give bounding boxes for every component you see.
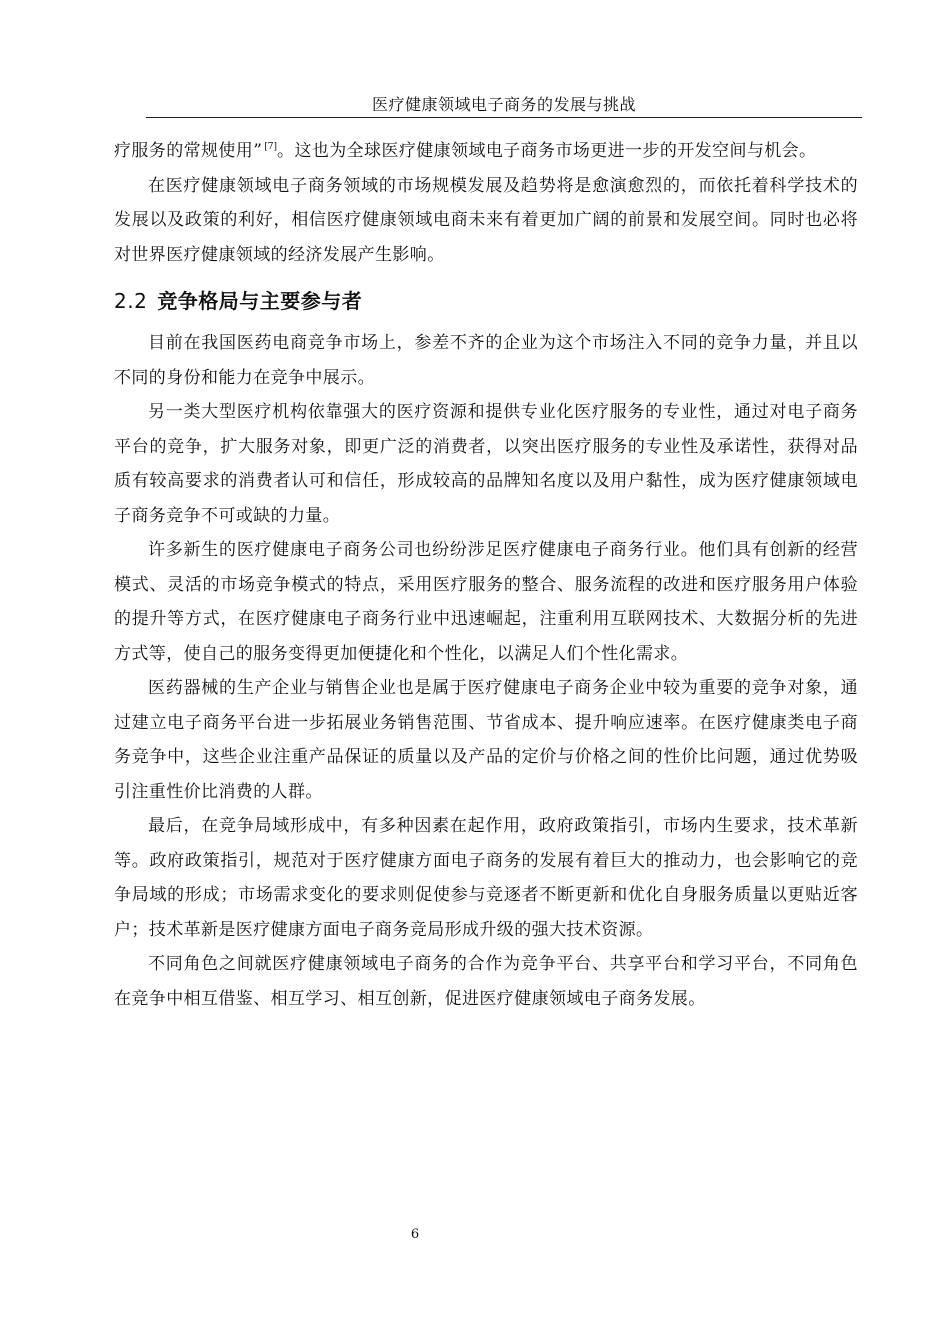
section-number: 2.2 — [114, 289, 148, 313]
page-number: 6 — [410, 1227, 420, 1242]
section-paragraph: 最后，在竞争局域形成中，有多种因素在起作用，政府政策指引，市场内生要求，技术革新等。政府政策指引，规范对于医疗健康方面电子商务的发展有着巨大的推动力，也会影响它的竞争局域的形成；市场需求变化的要求则促使参与竞逐者不断更新和优化自身服务质量以更贴近客户；技术革新是医疗健康方面电子商务竞局形成升级的强大技术资源。 — [114, 816, 858, 940]
section-title: 竞争格局与主要参与者 — [157, 289, 363, 313]
section-paragraph: 不同角色之间就医疗健康领域电子商务的合作为竞争平台、共享平台和学习平台，不同角色在竞争中相互借鉴、相互学习、相互创新，促进医疗健康领域电子商务发展。 — [114, 954, 858, 1009]
running-header-title: 医疗健康领域电子商务的发展与挑战 — [371, 95, 636, 114]
body-paragraph: 在医疗健康领域电子商务领域的市场规模发展及趋势将是愈演愈烈的，而依托着科学技术的发展以及政策的利好，相信医疗健康领域电商未来有着更加广阔的前景和发展空间。同时也必将对世界医疗健康领域的经济发展产生影响。 — [114, 175, 858, 265]
continued-paragraph — [114, 134, 858, 169]
header-divider — [146, 117, 862, 118]
section-paragraph: 许多新生的医疗健康电子商务公司也纷纷涉足医疗健康电子商务行业。他们具有创新的经营模式、灵活的市场竞争模式的特点，采用医疗服务的整合、服务流程的改进和医疗服务用户体验的提升等方式，在医疗健康电子商务行业中迅速崛起，注重利用互联网技术、大数据分析的先进方式等，使自己的服务变得更加便捷化和个性化，以满足人们个性化需求。 — [114, 540, 858, 664]
section-heading — [114, 284, 858, 318]
section-paragraph: 医药器械的生产企业与销售企业也是属于医疗健康电子商务企业中较为重要的竞争对象，通过建立电子商务平台进一步拓展业务销售范围、节省成本、提升响应速率。在医疗健康类电子商务竞争中，这些企业注重产品保证的质量以及产品的定价与价格之间的性价比问题，通过优势吸引注重性价比消费的人群。 — [114, 678, 858, 802]
section-paragraph: 另一类大型医疗机构依靠强大的医疗资源和提供专业化医疗服务的专业性，通过对电子商务平台的竞争，扩大服务对象，即更广泛的消费者，以突出医疗服务的专业性及承诺性，获得对品质有较高要求的消费者认可和信任，形成较高的品牌知名度以及用户黏性，成为医疗健康领域电子商务竞争不可或缺的力量。 — [114, 402, 858, 526]
paragraph-text-before-citation: 疗服务的常规使用” — [114, 141, 263, 161]
document-body — [114, 134, 858, 1016]
section-paragraph: 目前在我国医药电商竞争市场上，参差不齐的企业为这个市场注入不同的竞争力量，并且以不同的身份和能力在竞争中展示。 — [114, 333, 858, 388]
paragraph-text-after-citation: 。这也为全球医疗健康领域电子商务市场更进一步的开发空间与机会。 — [277, 141, 817, 161]
citation-reference: [7] — [264, 142, 278, 152]
